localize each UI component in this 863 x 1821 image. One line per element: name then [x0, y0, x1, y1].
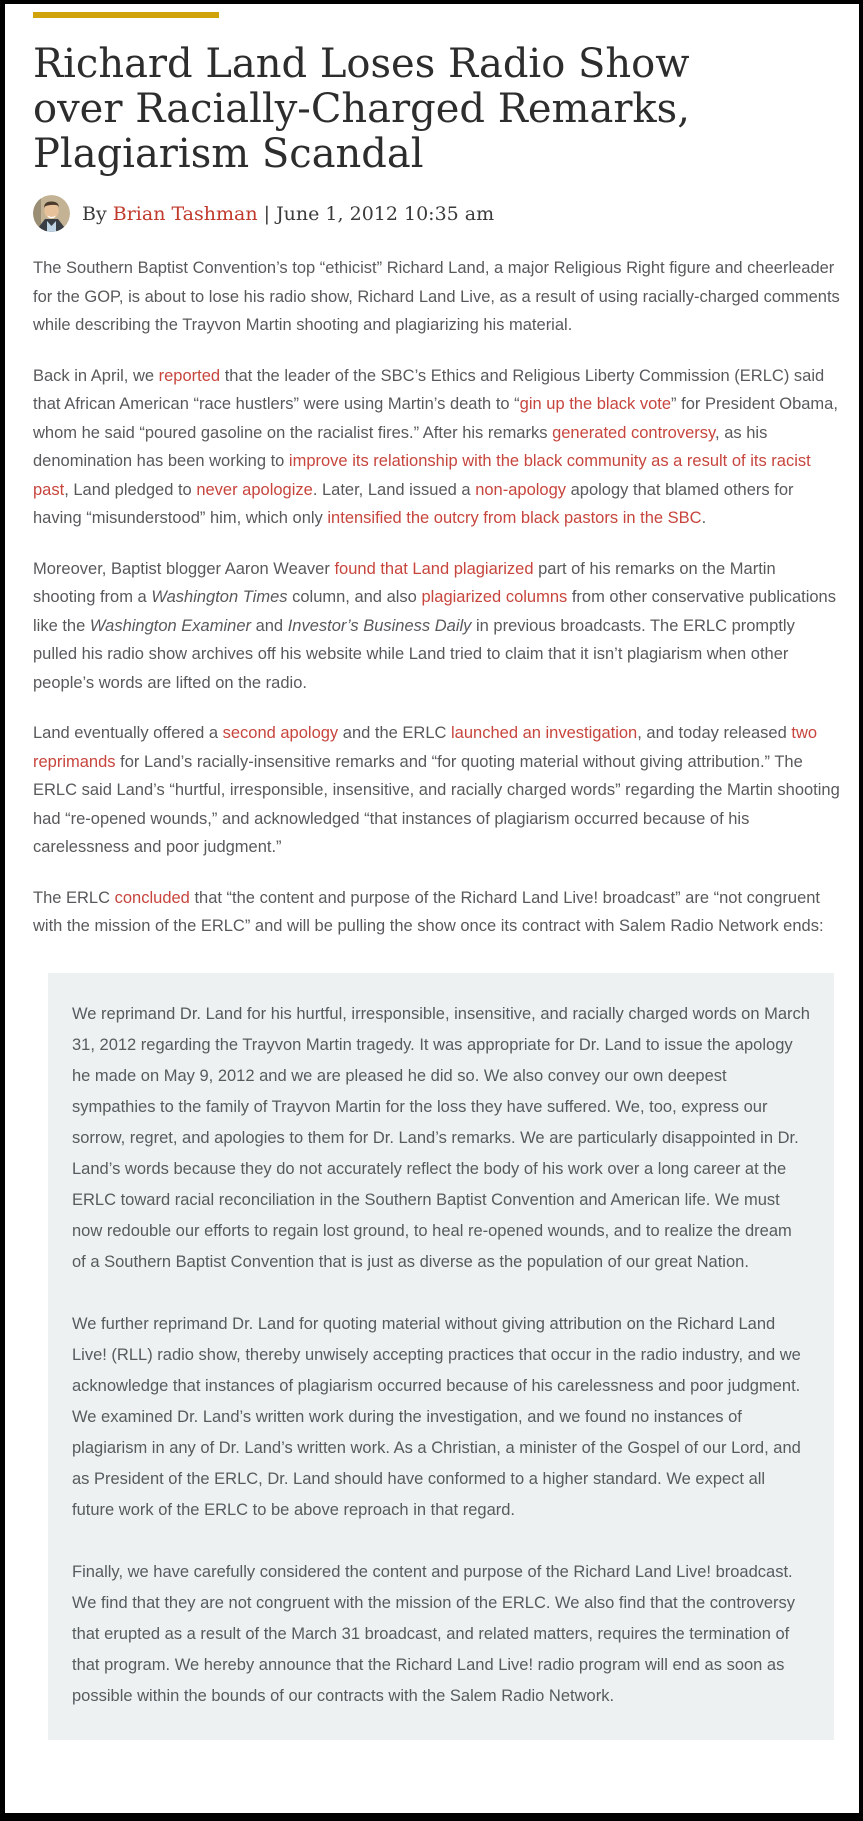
text-run: , Land pledged to	[64, 480, 197, 499]
author-photo-icon	[33, 195, 70, 232]
accent-bar	[33, 12, 219, 18]
publication-name: Washington Times	[151, 588, 288, 606]
article-paragraph	[33, 254, 840, 340]
publication-name: Washington Examiner	[89, 616, 251, 635]
inline-link[interactable]: launched an investigation	[451, 724, 638, 742]
blockquote-paragraph	[72, 1557, 810, 1712]
text-run: We reprimand Dr. Land for his hurtful, irresponsible, insensitive, and racially charged words on March 31, 2012 regarding the Trayvon Martin tragedy. It was appropriate for Dr. Land to issue the apology he made on May 9, 2012 and we are pleased he did so. We also convey our own deepest sympathies to the family of Trayvon Martin for the loss they have suffered. We, too, express our sorrow, regret, and apologies to them for Dr. Land’s remarks. We are particularly disappointed in Dr. Land’s words because they do not accurately reflect the body of his work over a long career at the ERLC toward racial reconciliation in the Southern Baptist Convention and American life. We must now redouble our efforts to regain lost ground, to heal re-opened wounds, and to realize the dream of a Southern Baptist Convention that is just as diverse as the population of our great Nation.	[72, 1004, 810, 1271]
article-paragraph	[33, 884, 840, 941]
text-run: Moreover, Baptist blogger Aaron Weaver	[33, 559, 335, 578]
byline-date: June 1, 2012 10:35 am	[276, 202, 495, 225]
inline-link[interactable]: concluded	[114, 888, 190, 907]
byline-separator: |	[257, 202, 277, 225]
text-run: .	[701, 509, 707, 527]
article-body	[33, 254, 840, 941]
text-run: We further reprimand Dr. Land for quoting material without giving attribution on the Richard Land Live! (RLL) radio show, thereby unwisely accepting practices that occur in the radio industry, and we acknowledge that instances of plagiarism occurred because of his carelessness and poor judgment. We examined Dr. Land’s written work during the investigation, and we found no instances of plagiarism in any of Dr. Land’s written work. As a Christian, a minister of the Gospel of our Lord, and as President of the ERLC, Dr. Land should have conformed to a higher standard. We expect all future work of the ERLC to be above reproach in that regard.	[72, 1314, 801, 1519]
text-run: The ERLC	[33, 888, 115, 907]
byline-prefix: By	[82, 202, 113, 225]
inline-link[interactable]: second apology	[222, 724, 339, 742]
byline-text	[82, 203, 494, 225]
inline-link[interactable]: two reprimands	[33, 724, 818, 771]
article-paragraph	[33, 555, 840, 698]
inline-link[interactable]: intensified the outcry from black pastors in the SBC	[327, 509, 702, 527]
inline-link[interactable]: improve its relationship with the black community as a result of its racist past	[33, 452, 811, 499]
inline-link[interactable]: plagiarized columns	[421, 588, 568, 606]
text-run: The Southern Baptist Convention’s top “ethicist” Richard Land, a major Religious Right figure and cheerleader for the GOP, is about to lose his radio show, Richard Land Live, as a result of using racially-charged comments while describing the Trayvon Martin shooting and plagiarizing his material.	[33, 259, 840, 334]
text-run: apology that blamed others for having “misunderstood” him, which only	[33, 480, 794, 527]
author-link[interactable]: Brian Tashman	[112, 202, 258, 225]
text-run: . Later, Land issued a	[312, 480, 476, 499]
blockquote-paragraph	[72, 999, 810, 1278]
blockquote-paragraph	[72, 1309, 810, 1526]
text-run: ” for President Obama, whom he said “poured gasoline on the racialist fires.” After his remarks	[33, 395, 838, 442]
text-run: part of his remarks on the Martin shooting from a	[33, 559, 776, 606]
text-run: for Land’s racially-insensitive remarks and “for quoting material without giving attribution.” The ERLC said Land’s “hurtful, irresponsible, insensitive, and racially charged words” regarding the Martin shooting had “re-opened wounds,” and acknowledged “that instances of plagiarism occurred because of his carelessness and poor judgment.”	[33, 752, 840, 856]
inline-link[interactable]: found that Land plagiarized	[334, 559, 534, 578]
article-paragraph	[33, 719, 840, 862]
text-run: , as his denomination has been working to	[33, 423, 768, 470]
publication-name: Investor’s Business Daily	[287, 616, 472, 635]
article-paragraph	[33, 362, 840, 533]
text-run: from other conservative publications like the	[33, 588, 836, 635]
text-run: in previous broadcasts. The ERLC promptly pulled his radio show archives off his website while Land tried to claim that it isn’t plagiarism when other people’s words are lifted on the radio.	[33, 616, 795, 692]
inline-link[interactable]: generated controversy	[552, 423, 716, 442]
text-run: and	[250, 616, 288, 635]
text-run: Finally, we have carefully considered the content and purpose of the Richard Land Live! broadcast. We find that they are not congruent with the mission of the ERLC. We also find that the controversy that erupted as a result of the March 31 broadcast, and related matters, requires the termination of that program. We hereby announce that the Richard Land Live! radio program will end as soon as possible within the bounds of our contracts with the Salem Radio Network.	[72, 1562, 796, 1705]
text-run: Back in April, we	[33, 366, 159, 385]
text-run: column, and also	[287, 588, 422, 606]
page-title-line: Plagiarism Scandal	[33, 131, 424, 177]
inline-link[interactable]: never apologize	[196, 480, 313, 499]
inline-link[interactable]: gin up the black vote	[519, 395, 672, 413]
text-run: that “the content and purpose of the Richard Land Live! broadcast” are “not congruent with the mission of the ERLC” and will be pulling the show once its contract with Salem Radio Network ends:	[33, 888, 824, 935]
page-title-line: over Racially-Charged Remarks,	[33, 86, 690, 132]
erlc-statement-blockquote	[48, 973, 834, 1740]
inline-link[interactable]: reported	[158, 366, 221, 385]
text-run: Land eventually offered a	[33, 724, 223, 742]
text-run: that the leader of the SBC’s Ethics and Religious Liberty Commission (ERLC) said that African American “race hustlers” were using Martin’s death to “	[33, 366, 825, 413]
page-title	[33, 42, 840, 177]
text-run: and the ERLC	[338, 724, 452, 742]
inline-link[interactable]: non-apology	[475, 480, 567, 499]
author-avatar[interactable]	[33, 195, 70, 232]
page-title-line: Richard Land Loses Radio Show	[33, 41, 690, 87]
byline	[33, 195, 840, 232]
text-run: , and today released	[637, 724, 792, 742]
